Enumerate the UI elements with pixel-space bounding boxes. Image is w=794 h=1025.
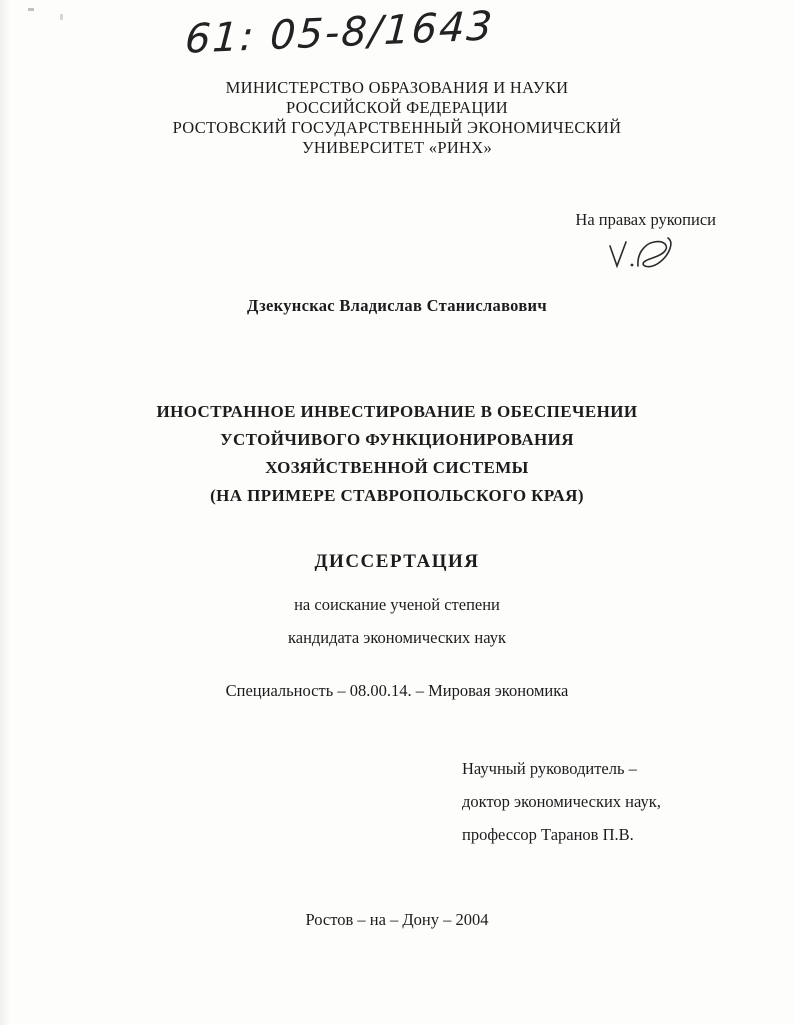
institution-line: РОСТОВСКИЙ ГОСУДАРСТВЕННЫЙ ЭКОНОМИЧЕСКИЙ bbox=[172, 118, 622, 137]
scan-artifact bbox=[28, 8, 34, 11]
degree-line: на соискание ученой степени bbox=[294, 595, 500, 614]
handwritten-signature bbox=[604, 232, 684, 280]
degree-statement bbox=[0, 588, 794, 654]
city-and-year: Ростов – на – Дону – 2004 bbox=[305, 910, 489, 929]
institution-line: УНИВЕРСИТЕТ «РИНХ» bbox=[301, 138, 493, 157]
advisor-line: доктор экономических наук, bbox=[462, 792, 661, 811]
dissertation-title bbox=[0, 398, 794, 510]
scientific-advisor bbox=[462, 752, 661, 851]
handwritten-catalog-number: 61: 05-8/1643 bbox=[183, 3, 496, 63]
title-line: ХОЗЯЙСТВЕННОЙ СИСТЕМЫ bbox=[265, 458, 529, 477]
institution-header bbox=[0, 78, 794, 158]
scan-artifact bbox=[60, 14, 63, 20]
title-line: УСТОЙЧИВОГО ФУНКЦИОНИРОВАНИЯ bbox=[220, 430, 574, 449]
title-line: ИНОСТРАННОЕ ИНВЕСТИРОВАНИЕ В ОБЕСПЕЧЕНИИ bbox=[156, 402, 638, 421]
document-type-label: ДИССЕРТАЦИЯ bbox=[314, 551, 480, 572]
advisor-line: профессор Таранов П.В. bbox=[462, 825, 634, 844]
title-line: (НА ПРИМЕРЕ СТАВРОПОЛЬСКОГО КРАЯ) bbox=[210, 486, 584, 505]
author-name: Дзекунскас Владислав Станиславович bbox=[247, 296, 547, 315]
manuscript-rights-note: На правах рукописи bbox=[575, 210, 716, 229]
advisor-line: Научный руководитель – bbox=[462, 759, 637, 778]
specialty-code: Специальность – 08.00.14. – Мировая экономика bbox=[225, 681, 569, 700]
institution-line: МИНИСТЕРСТВО ОБРАЗОВАНИЯ И НАУКИ bbox=[225, 78, 569, 97]
institution-line: РОССИЙСКОЙ ФЕДЕРАЦИИ bbox=[285, 98, 509, 117]
degree-line: кандидата экономических наук bbox=[287, 628, 506, 647]
